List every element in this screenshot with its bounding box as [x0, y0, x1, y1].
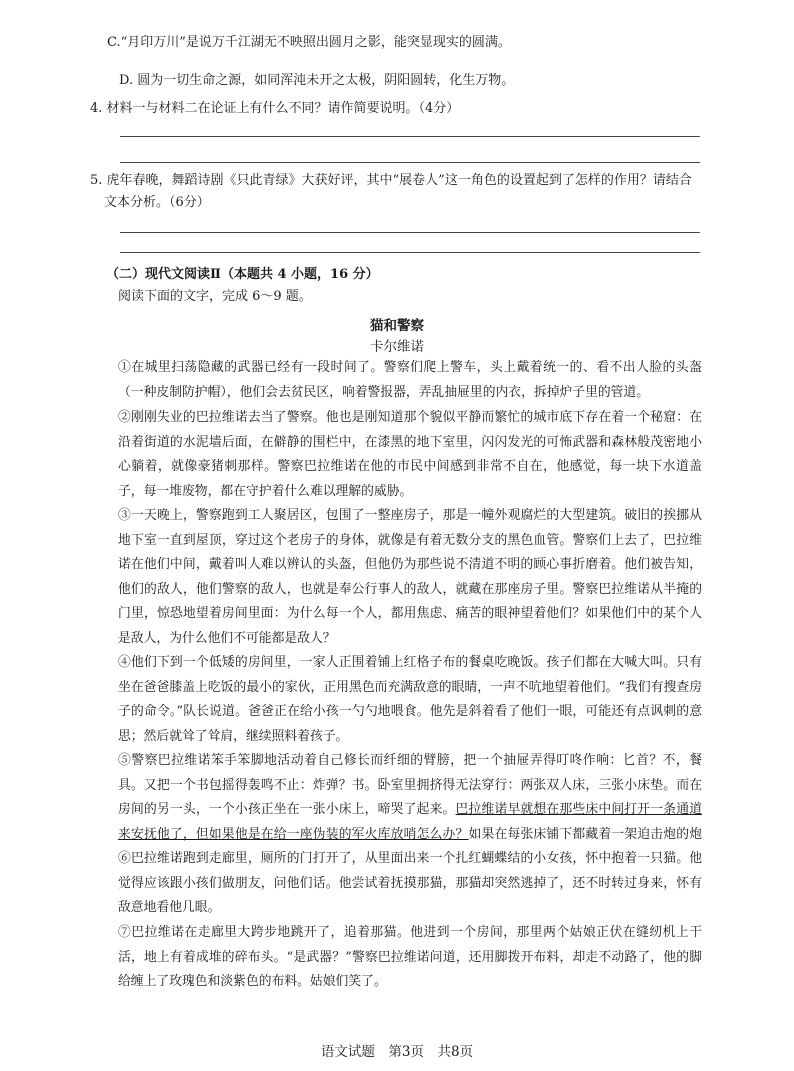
paragraph-5-text: ⑤警察巴拉维诺笨手笨脚地活动着自己修长而纤细的臂膀，把一个抽屉弄得叮咚作响：匕首？不，餐具。又把一个书包摇得轰鸣不止：炸弹？书。卧室里拥挤得无法穿行：两张双人床，三张小床垫。而在房间的另一头，一个小孩正坐在一张小床上，啼哭了起来。	[118, 753, 702, 817]
paragraph-5-underlined: 巴拉维诺早就想在那些床中间打开一条通道来安抚他了，但如果他是在给一座伪装的军火库放哨怎么办？	[118, 802, 702, 842]
option-d: D. 圆为一切生命之源，如同浑沌未开之太极，阴阳圆转，化生万物。	[119, 73, 515, 88]
question-5-line2: 文本分析。（6分）	[104, 195, 210, 210]
paragraph-4: ④他们下到一个低矮的房间里，一家人正围着铺上红格子布的餐桌吃晚饭。孩子们都在大喊大叫。只有坐在爸爸膝盖上吃饭的最小的家伙，正用黑色而充满敌意的眼睛，一声不吭地望着他们。“我们有搜查房子的命令。”队长说道。爸爸正在给小孩一勺勺地喂食。他先是斜着看了他们一眼，可能还有点讽刺的意思；然后就耸了耸肩，继续照料着孩子。	[118, 655, 702, 744]
section-instruction: 阅读下面的文字，完成 6～9 题。	[118, 289, 312, 304]
option-c: C.“月印万川”是说万千江湖无不映照出圆月之影，能突显现实的圆满。	[107, 35, 511, 50]
question-4: 4. 材料一与材料二在论证上有什么不同？请作简要说明。（4分）	[90, 101, 460, 116]
paragraph-7: ⑦巴拉维诺在走廊里大跨步地跳开了，追着那猫。他进到一个房间，那里两个姑娘正伏在缝纫机上干活，地上有着成堆的碎布头。“是武器？”警察巴拉维诺问道，还用脚拨开布料，却走不动路了，他的脚给缠上了玫瑰色和淡紫色的布料。姑娘们笑了。	[118, 925, 702, 989]
answer-line	[120, 232, 700, 233]
answer-line	[120, 162, 700, 163]
section-heading: （二）现代文阅读Ⅱ（本题共 4 小题，16 分）	[106, 267, 379, 282]
answer-line	[120, 252, 700, 253]
question-5-line1: 5. 虎年春晚，舞蹈诗剧《只此青绿》大获好评，其中“展卷人”这一角色的设置起到了怎样的作用？请结合	[90, 173, 692, 188]
paragraph-5	[118, 749, 702, 847]
paragraph-2: ②刚刚失业的巴拉维诺去当了警察。他也是刚知道那个貌似平静而繁忙的城市底下存在着一个秘窟：在沿着街道的水泥墙后面，在僻静的围栏中，在漆黑的地下室里，闪闪发光的可怖武器和森林般茂密地小心躺着，就像豪猪刺那样。警察巴拉维诺在他的市民中间感到非常不自在，他感觉，每一块下水道盖子，每一堆废物，都在守护着什么难以理解的威胁。	[118, 410, 702, 499]
paragraph-3: ③一天晚上，警察跑到工人聚居区，包围了一整座房子，那是一幢外观腐烂的大型建筑。破旧的挨挪从地下室一直到屋顶，穿过这个老房子的身体，就像是有着无数分支的黑色血管。警察们上去了，巴拉维诺在他们中间，戴着叫人难以辨认的头盔，但他仍为那些说不清道不明的顾心事折磨着。他们被告知，他们的敌人，他们警察的敌人，也就是奉公行事人的敌人，就藏在那座房子里。警察巴拉维诺从半掩的门里，惊恐地望着房间里面：为什么每一个人，都用焦虑、痛苦的眼神望着他们？如果他们中的某个人是敌人，为什么他们不可能都是敌人？	[118, 508, 702, 646]
article-title: 猫和警察	[370, 318, 424, 334]
page-footer: 语文试题 第3页 共8页	[320, 1044, 474, 1060]
article-author: 卡尔维诺	[370, 339, 424, 355]
paragraph-6: ⑥巴拉维诺跑到走廊里，厕所的门打开了，从里面出来一个扎红蝴蝶结的小女孩，怀中抱着一只猫。他觉得应该跟小孩们做朋友，问他们话。他尝试着抚摸那猫，那猫却突然逃掉了，还不时转过身来，怀有敌意地看他几眼。	[118, 851, 702, 915]
paragraph-5-text-end: 如果在每张床铺下都藏着一架迫击炮的炮	[468, 826, 702, 842]
answer-line	[120, 136, 700, 137]
paragraph-1: ①在城里扫荡隐藏的武器已经有一段时间了。警察们爬上警车，头上戴着统一的、看不出人脸的头盔（一种皮制防护帽），他们会去贫民区，响着警报器，弄乱抽屉里的内衣，拆掉炉子里的管道。	[118, 360, 702, 400]
